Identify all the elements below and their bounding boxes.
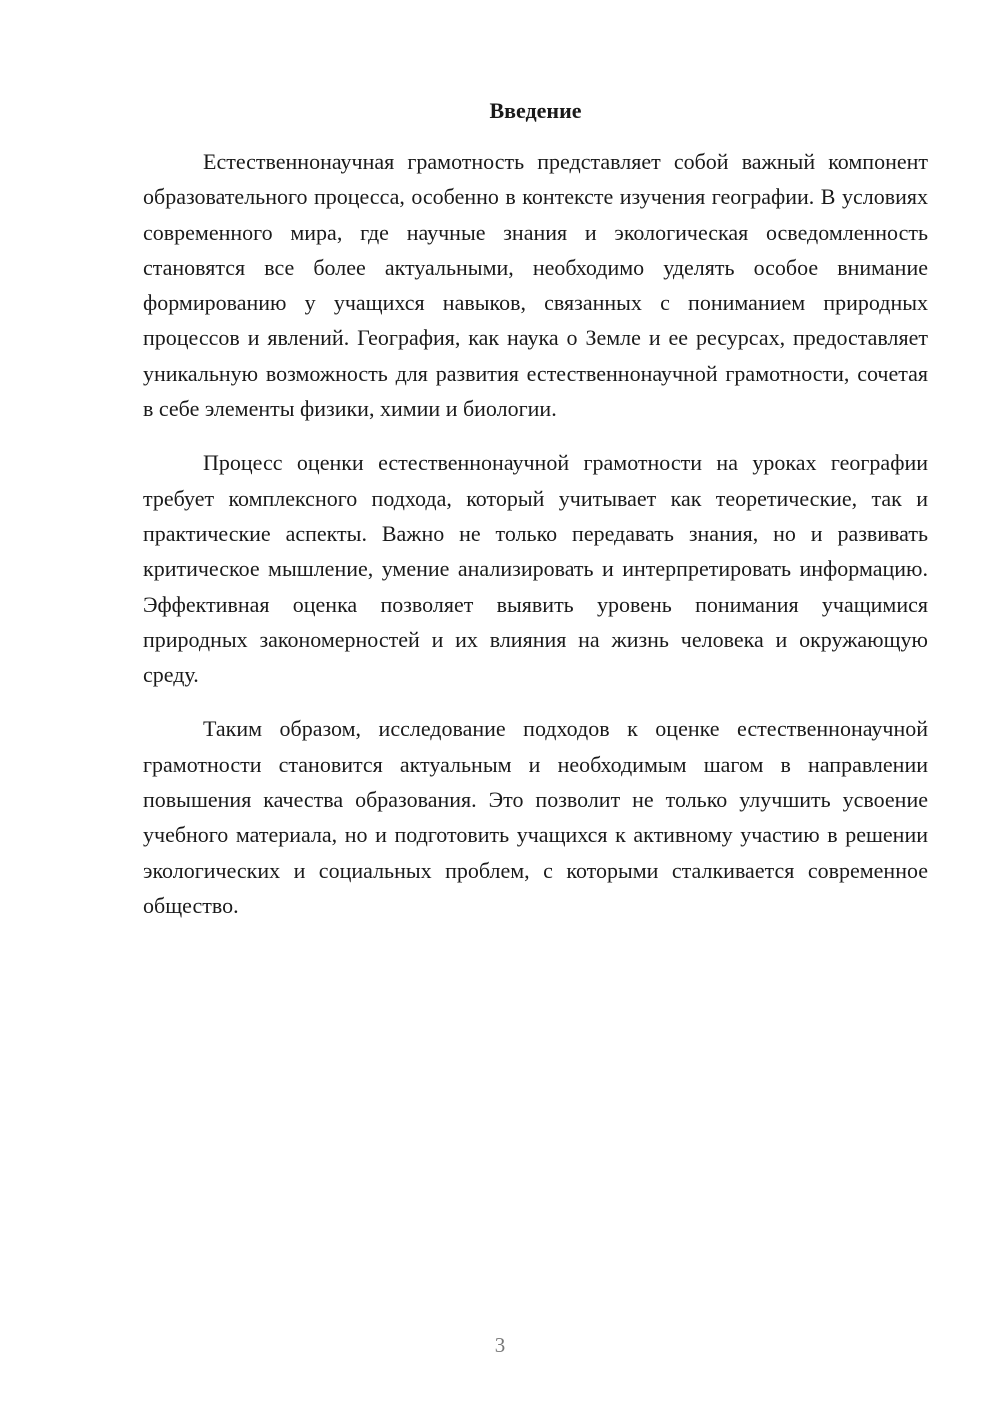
paragraph-2: Процесс оценки естественнонаучной грамотности на уроках географии требует комплексного подхода, который учитывает как теоретические, так и практические аспекты. Важно не только передавать знания, но и развивать критическое мышление, умение анализировать и интерпретировать информацию. Эффективная оценка позволяет выявить уровень понимания учащимися природных закономерностей и их влияния на жизнь человека и окружающую среду. <box>143 450 928 688</box>
section-heading: Введение <box>489 98 582 123</box>
page-content <box>143 96 928 942</box>
paragraph-3: Таким образом, исследование подходов к оценке естественнонаучной грамотности становится актуальным и необходимым шагом в направлении повышения качества образования. Это позволит не только улучшить усвоение учебного материала, но и подготовить учащихся к активному участию в решении экологических и социальных проблем, с которыми сталкивается современное общество. <box>143 716 928 918</box>
page-number: 3 <box>494 1333 506 1357</box>
paragraph-1: Естественнонаучная грамотность представляет собой важный компонент образовательного процесса, особенно в контексте изучения географии. В условиях современного мира, где научные знания и экологическая осведомленность становятся все более актуальными, необходимо уделять особое внимание формированию у учащихся навыков, связанных с пониманием природных процессов и явлений. География, как наука о Земле и ее ресурсах, предоставляет уникальную возможность для развития естественнонаучной грамотности, сочетая в себе элементы физики, химии и биологии. <box>143 149 928 422</box>
